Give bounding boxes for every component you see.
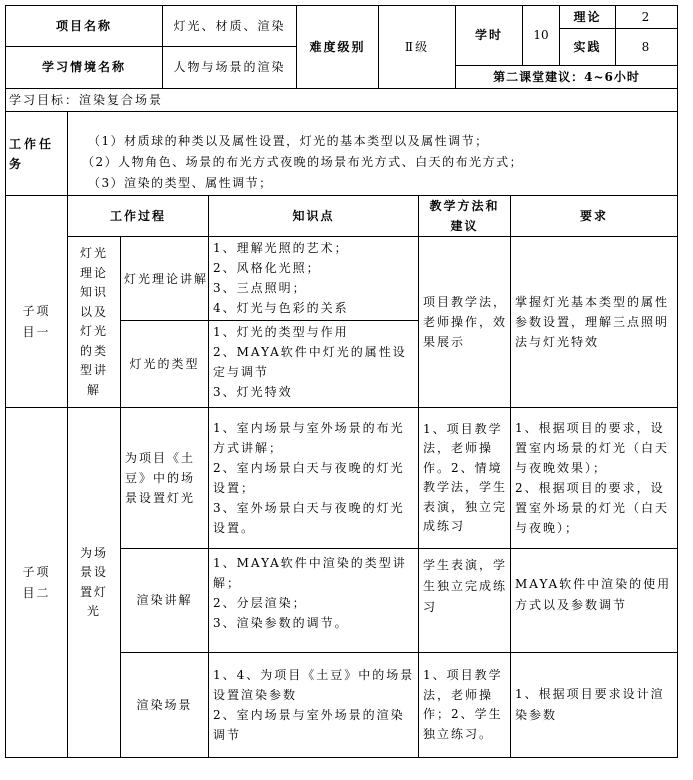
hours-value: 10: [533, 28, 549, 42]
knowledge-item: 2、风格化光照；: [213, 261, 321, 275]
hours-label: 学时: [474, 28, 503, 42]
project-name-value: 灯光、材质、渲染: [173, 18, 286, 33]
step-name: 渲染讲解: [136, 593, 193, 607]
requirement-item: 1、根据项目的要求，设置室内场景的灯光（白天与夜晚效果）；: [515, 421, 670, 475]
second-class-suggestion: 第二课堂建议：4~6小时: [493, 69, 640, 84]
process-group: 为场景设置灯光: [79, 545, 108, 618]
practice-label: 实践: [573, 39, 602, 54]
task-item: （3）渲染的类型、属性调节；: [88, 176, 273, 190]
tasks-list: [82, 131, 672, 195]
knowledge-item: 2、MAYA软件中灯光的属性设定与调节: [213, 345, 407, 379]
knowledge-item: 2、分层渲染；: [213, 596, 307, 610]
teaching-method: 学生表演，学生独立完成练习: [423, 558, 508, 614]
project-name-label: 项目名称: [55, 18, 112, 33]
requirement: 掌握灯光基本类型的属性参数设置，理解三点照明法与灯光特效: [515, 295, 670, 349]
difficulty-value: Ⅱ级: [404, 39, 430, 54]
knowledge-item: 1、灯光的类型与作用: [213, 325, 349, 339]
knowledge-item: 3、三点照明；: [213, 281, 307, 295]
requirement-item: 2、根据项目的要求，设置室外场景的灯光（白天与夜晚）；: [515, 481, 670, 535]
knowledge-points: [213, 408, 417, 548]
difficulty-label: 难度级别: [309, 39, 366, 54]
step-name: 灯光的类型: [129, 356, 200, 371]
column-header-requirement: 要求: [579, 208, 608, 223]
knowledge-item: 3、室外场景白天与夜晚的灯光设置。: [213, 501, 405, 535]
process-group: 灯光理论知识以及灯光的类型讲解: [79, 246, 108, 397]
learning-objective: 学习目标：渲染复合场景: [9, 92, 164, 107]
column-header-knowledge: 知识点: [292, 208, 335, 223]
theory-label: 理论: [573, 9, 602, 24]
knowledge-points: [213, 553, 417, 652]
step-name: 为项目《土豆》中的场景设置灯光: [125, 451, 196, 505]
step-name: 渲染场景: [136, 697, 193, 712]
knowledge-item: 1、4、为项目《土豆》中的场景设置渲染参数: [213, 668, 415, 702]
theory-value: 2: [641, 9, 652, 24]
task-item: （2）人物角色、场景的布光方式夜晚的场景布光方式、白天的布光方式；: [82, 155, 524, 169]
teaching-method: 项目教学法，老师操作，效果展示: [423, 295, 508, 349]
requirement: [515, 574, 675, 634]
teaching-method: 1、项目教学法，老师操作。2、情境教学法，学生表演，独立完成练习: [423, 421, 508, 533]
tasks-label: 工作任务: [9, 136, 55, 171]
requirement: [515, 653, 675, 757]
knowledge-item: 3、灯光特效: [213, 385, 293, 399]
knowledge-item: 4、灯光与色彩的关系: [213, 301, 349, 315]
step-name: 灯光理论讲解: [124, 271, 209, 286]
knowledge-item: 2、室内场景白天与夜晚的灯光设置；: [213, 461, 405, 495]
knowledge-points: [213, 322, 417, 407]
task-item: （1）材质球的种类以及属性设置，灯光的基本类型以及属性调节；: [88, 134, 489, 148]
knowledge-item: 3、渲染参数的调节。: [213, 616, 349, 630]
teaching-method: 1、项目教学法，老师操作；2、学生独立练习。: [423, 668, 503, 741]
situation-label: 学习情境名称: [41, 60, 126, 74]
requirement: [515, 408, 675, 548]
knowledge-item: 2、室内场景与室外场景的渲染调节: [213, 708, 405, 742]
requirement-item: MAYA软件中渲染的使用方式以及参数调节: [515, 577, 672, 612]
subproject-label: 子项目二: [22, 564, 51, 600]
knowledge-item: 1、MAYA软件中渲染的类型讲解；: [213, 556, 407, 590]
knowledge-item: 1、理解光照的艺术；: [213, 241, 349, 255]
subproject-label: 子项目一: [22, 304, 51, 339]
practice-value: 8: [641, 39, 652, 54]
requirement-item: 1、根据项目要求设计渲染参数: [515, 687, 665, 722]
column-header-method: 教学方法和建议: [429, 199, 500, 233]
column-header-process: 工作过程: [109, 208, 166, 223]
knowledge-item: 1、室内场景与室外场景的布光方式讲解；: [213, 421, 405, 455]
situation-value: 人物与场景的渲染: [173, 60, 286, 74]
knowledge-points: [213, 653, 417, 757]
knowledge-points: [213, 238, 417, 320]
